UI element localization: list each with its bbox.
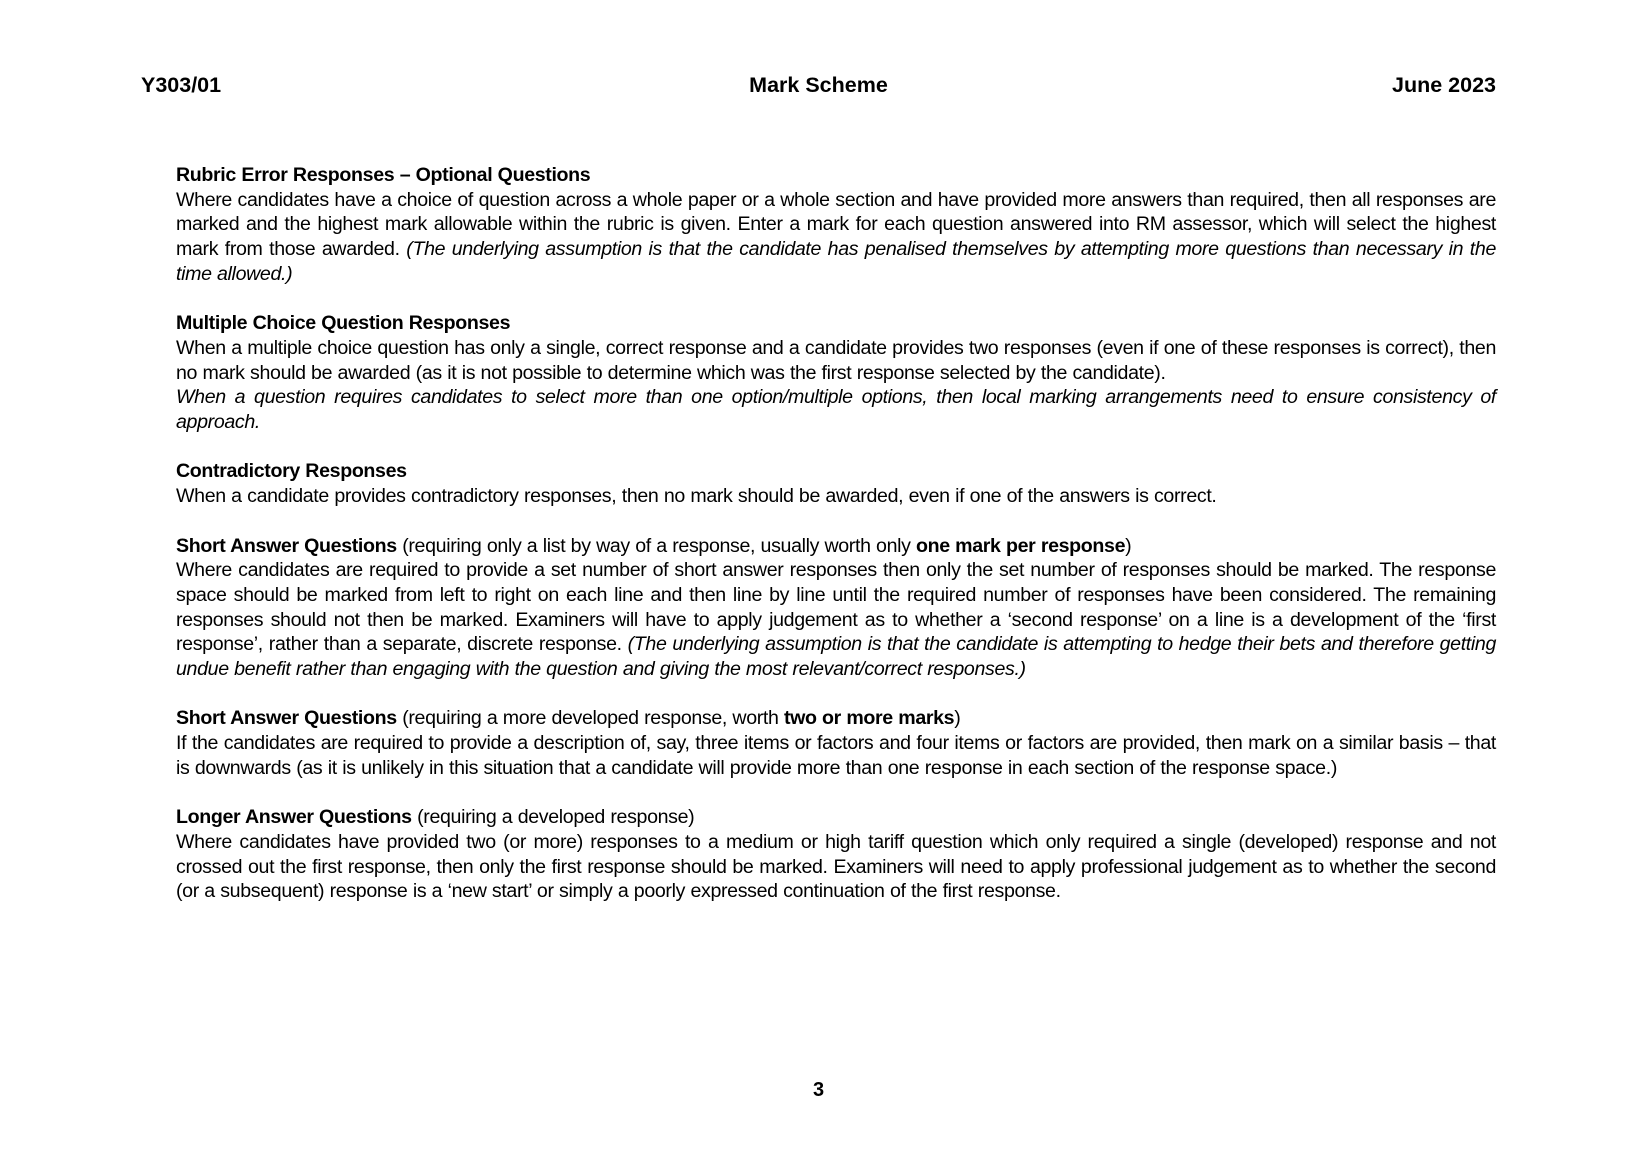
paper-code: Y303/01: [141, 73, 222, 97]
document-title: Mark Scheme: [749, 73, 888, 97]
section-note-close: ): [954, 707, 961, 730]
section-paragraph-italic: [176, 385, 1496, 434]
section-note: (requiring a developed response): [411, 806, 695, 829]
paragraph-italic-note: (The underlying assumption is that the candidate is attempting to hedge their bets and therefore getting undue benefit rather than engaging with the question and giving the most relevant/correct responses.): [176, 633, 1496, 681]
section-short-answer-developed: [176, 706, 1496, 780]
section-multiple-choice-responses: [176, 311, 1496, 435]
section-heading: [176, 706, 1496, 731]
section-paragraph: [176, 484, 1496, 509]
exam-date: June 2023: [1392, 73, 1496, 97]
section-rubric-error-responses: [176, 163, 1496, 287]
section-note: (requiring only a list by way of a response, usually worth only: [396, 534, 916, 557]
section-short-answer-list: [176, 534, 1496, 682]
paragraph-text: Where candidates are required to provide a set number of short answer responses then only the set number of responses should be marked. The response space should be marked from left to right on each line and then line by line until the required number of responses have been considered. The remaining responses should not then be marked. Examiners will have to apply judgement as to whether a ‘second response’ on a line is a development of the ‘first response’, rather than a separate, discrete response.: [176, 559, 1496, 656]
section-heading: [176, 163, 1496, 188]
paragraph-text: Where candidates have a choice of question across a whole paper or a whole section and have provided more answers than required, then all responses are marked and the highest mark allowable within the rubric is given. Enter a mark for each question answered into RM assessor, which will select the highest mark from those awarded.: [176, 188, 1496, 261]
paragraph-text: When a multiple choice question has only a single, correct response and a candidate provides two responses (even if one of these responses is correct), then no mark should be awarded (as it is not possible to determine which was the first response selected by the candidate).: [176, 336, 1496, 384]
section-note: (requiring a more developed response, worth: [396, 707, 784, 730]
section-title: Short Answer Questions: [176, 707, 397, 730]
section-heading: [176, 459, 1496, 484]
section-title: Longer Answer Questions: [176, 806, 412, 829]
page-number: 3: [812, 1079, 825, 1101]
paragraph-text: Where candidates have provided two (or more) responses to a medium or high tariff question which only required a single (developed) response and not crossed out the first response, then only the first response should be marked. Examiners will need to apply professional judgement as to whether the second (or a subsequent) response is a ‘new start’ or simply a poorly expressed continuation of the first response.: [176, 830, 1496, 903]
section-paragraph: [176, 188, 1496, 287]
page-header: [141, 70, 1496, 100]
section-note-emphasis: one mark per response: [915, 534, 1126, 557]
section-longer-answer: [176, 805, 1496, 904]
section-note-emphasis: two or more marks: [783, 707, 955, 730]
section-title: Short Answer Questions: [176, 534, 397, 557]
section-note-close: ): [1125, 534, 1132, 557]
paragraph-text: If the candidates are required to provide a description of, say, three items or factors and four items or factors are provided, then mark on a similar basis – that is downwards (as it is unlikely in this situation that a candidate will provide more than one response in each section of the response space.): [176, 732, 1496, 779]
section-heading: [176, 805, 1496, 830]
section-paragraph: [176, 731, 1496, 780]
section-heading: [176, 311, 1496, 336]
section-heading: [176, 534, 1496, 559]
paragraph-italic-text: When a question requires candidates to select more than one option/multiple options, then local marking arrangements need to ensure consistency of approach.: [176, 386, 1496, 434]
section-title: Multiple Choice Question Responses: [176, 312, 511, 335]
section-paragraph: [176, 558, 1496, 682]
section-title: Rubric Error Responses – Optional Questions: [176, 164, 591, 186]
document-body: [176, 163, 1496, 929]
paragraph-text: When a candidate provides contradictory responses, then no mark should be awarded, even if one of the answers is correct.: [176, 485, 1217, 508]
section-contradictory-responses: [176, 459, 1496, 508]
section-paragraph: [176, 336, 1496, 385]
paragraph-italic-note: (The underlying assumption is that the candidate has penalised themselves by attempting more questions than necessary in the time allowed.): [176, 238, 1496, 285]
section-title: Contradictory Responses: [176, 460, 407, 483]
section-paragraph: [176, 830, 1496, 904]
